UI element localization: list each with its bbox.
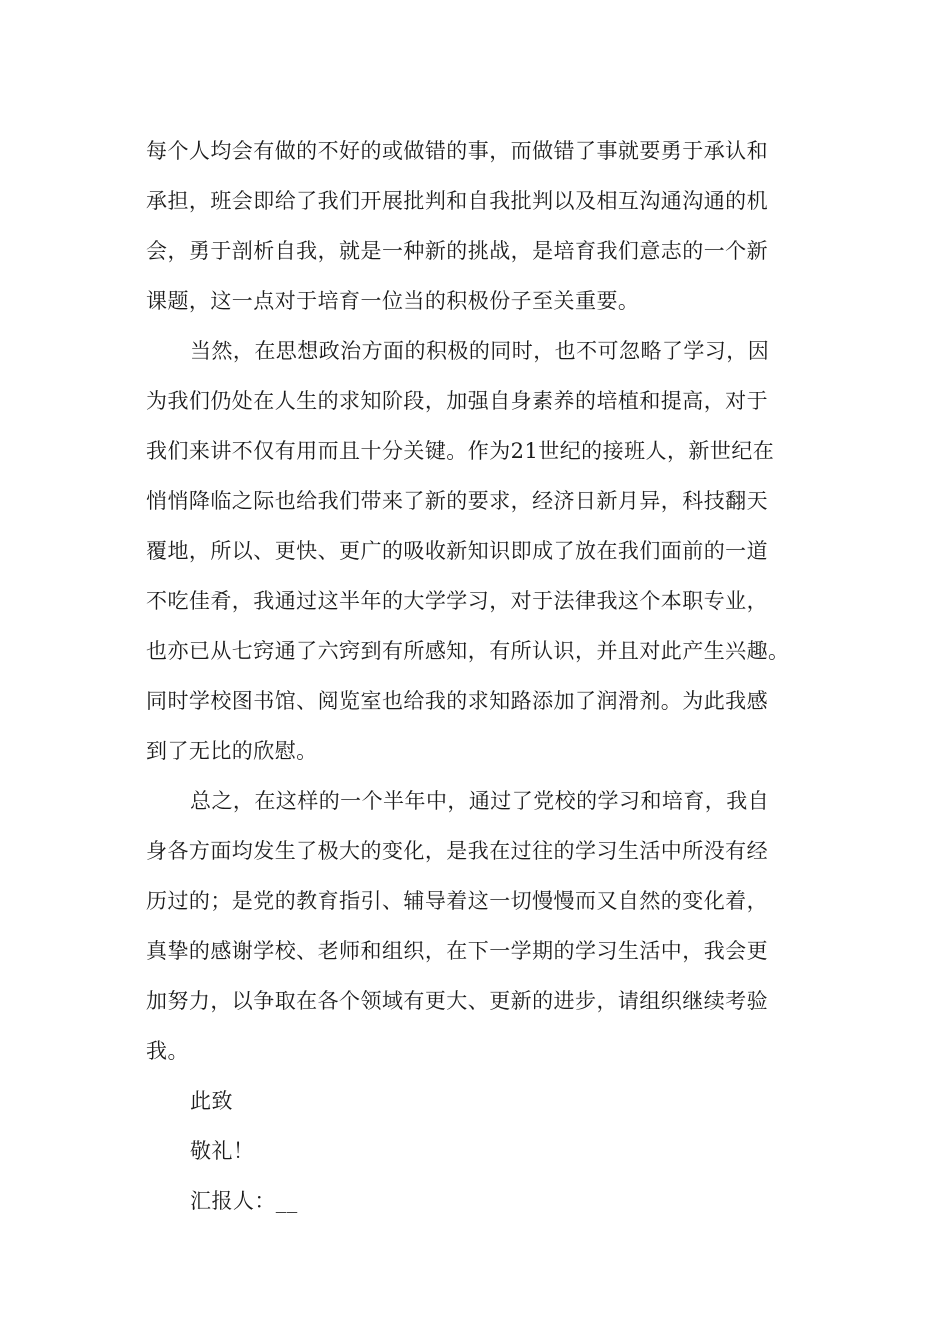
paragraph-3-line-1: 总之，在这样的一个半年中，通过了党校的学习和培育，我自 [190,789,770,813]
paragraph-1-line-2: 承担，班会即给了我们开展批判和自我批判以及相互沟通沟通的机 [146,189,769,213]
closing-salutation-1: 此致 [190,1089,233,1113]
reporter-signature-line: 汇报人：__ [190,1189,298,1213]
paragraph-2-line-7: 也亦已从七窍通了六窍到有所感知，有所认识，并且对此产生兴趣。 [146,639,790,663]
closing-salutation-2: 敬礼！ [190,1139,255,1163]
paragraph-2-line-6: 不吃佳肴，我通过这半年的大学学习，对于法律我这个本职专业， [146,589,769,613]
paragraph-3-line-6: 我。 [146,1039,189,1063]
paragraph-2-line-1: 当然，在思想政治方面的积极的同时，也不可忽略了学习，因 [190,339,770,363]
paragraph-3-line-3: 历过的；是党的教育指引、辅导着这一切慢慢而又自然的变化着， [146,889,769,913]
paragraph-2-line-8: 同时学校图书馆、阅览室也给我的求知路添加了润滑剂。为此我感 [146,689,769,713]
paragraph-1-line-1: 每个人均会有做的不好的或做错的事，而做错了事就要勇于承认和 [146,139,769,163]
paragraph-3-line-4: 真挚的感谢学校、老师和组织，在下一学期的学习生活中，我会更 [146,939,769,963]
paragraph-2-line-4: 悄悄降临之际也给我们带来了新的要求，经济日新月异，科技翻天 [146,489,769,513]
paragraph-2-line-9: 到了无比的欣慰。 [146,739,318,763]
paragraph-3-line-2: 身各方面均发生了极大的变化，是我在过往的学习生活中所没有经 [146,839,769,863]
paragraph-1-line-3: 会，勇于剖析自我，就是一种新的挑战，是培育我们意志的一个新 [146,239,769,263]
paragraph-2-line-5: 覆地，所以、更快、更广的吸收新知识即成了放在我们面前的一道 [146,539,769,563]
paragraph-1-line-4: 课题，这一点对于培育一位当的积极份子至关重要。 [146,289,640,313]
paragraph-2-line-2: 为我们仍处在人生的求知阶段，加强自身素养的培植和提高，对于 [146,389,769,413]
paragraph-3-line-5: 加努力，以争取在各个领域有更大、更新的进步，请组织继续考验 [146,989,769,1013]
paragraph-2-line-3: 我们来讲不仅有用而且十分关键。作为21世纪的接班人，新世纪在 [146,439,775,463]
